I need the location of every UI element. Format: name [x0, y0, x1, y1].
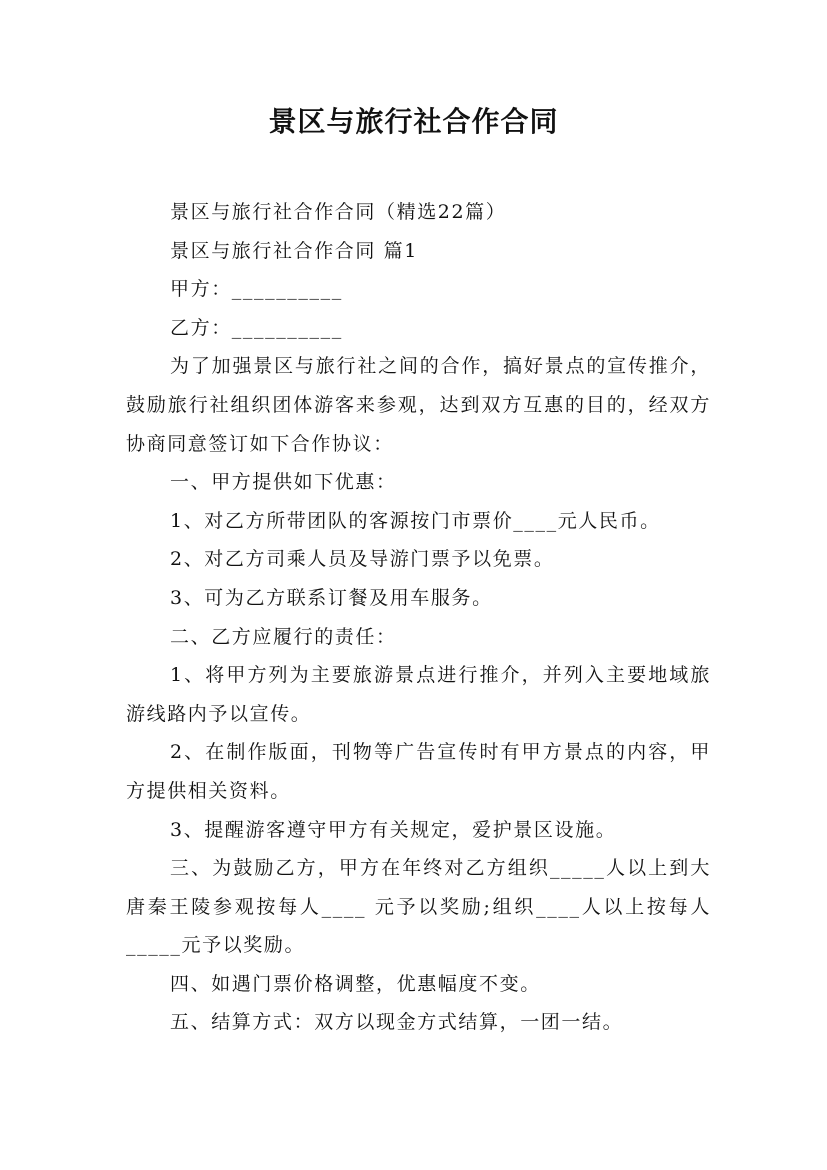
- document-body: [126, 193, 711, 1042]
- document-title: 景区与旅行社合作合同: [268, 105, 559, 138]
- paragraph-clause-1-heading: 一、甲方提供如下优惠：: [170, 471, 397, 494]
- paragraph-clause-4: 四、如遇门票价格调整，优惠幅度不变。: [170, 972, 541, 995]
- paragraph-clause-1-item-2: 2、对乙方司乘人员及导游门票予以免票。: [170, 548, 555, 571]
- paragraph-clause-1-item-1: 1、对乙方所带团队的客源按门市票价____元人民币。: [170, 509, 661, 532]
- paragraph-clause-2-item-3: 3、提醒游客遵守甲方有关规定，爱护景区设施。: [170, 818, 617, 841]
- paragraph-party-b: 乙方：__________: [170, 316, 343, 339]
- paragraph-clause-1-item-3: 3、可为乙方联系订餐及用车服务。: [170, 586, 493, 609]
- paragraph-party-a: 甲方：__________: [170, 278, 343, 301]
- paragraph-clause-2-item-2: 2、在制作版面，刊物等广告宣传时有甲方景点的内容，甲方提供相关资料。: [126, 741, 711, 802]
- paragraph-clause-2-item-1: 1、将甲方列为主要旅游景点进行推介，并列入主要地域旅游线路内予以宣传。: [126, 664, 711, 725]
- paragraph-clause-2-heading: 二、乙方应履行的责任：: [170, 625, 397, 648]
- paragraph-clause-5: 五、结算方式：双方以现金方式结算，一团一结。: [170, 1011, 624, 1034]
- paragraph-subtitle: 景区与旅行社合作合同（精选22篇）: [170, 201, 507, 223]
- paragraph-preamble: 为了加强景区与旅行社之间的合作，搞好景点的宣传推介，鼓励旅行社组织团体游客来参观，达到双方互惠的目的，经双方协商同意签订如下合作协议：: [126, 355, 711, 455]
- paragraph-section-heading: 景区与旅行社合作合同 篇1: [170, 239, 418, 262]
- paragraph-clause-3: 三、为鼓励乙方，甲方在年终对乙方组织_____人以上到大唐秦王陵参观按每人____ 元予以奖励;组织____人以上按每人_____元予以奖励。: [126, 857, 711, 957]
